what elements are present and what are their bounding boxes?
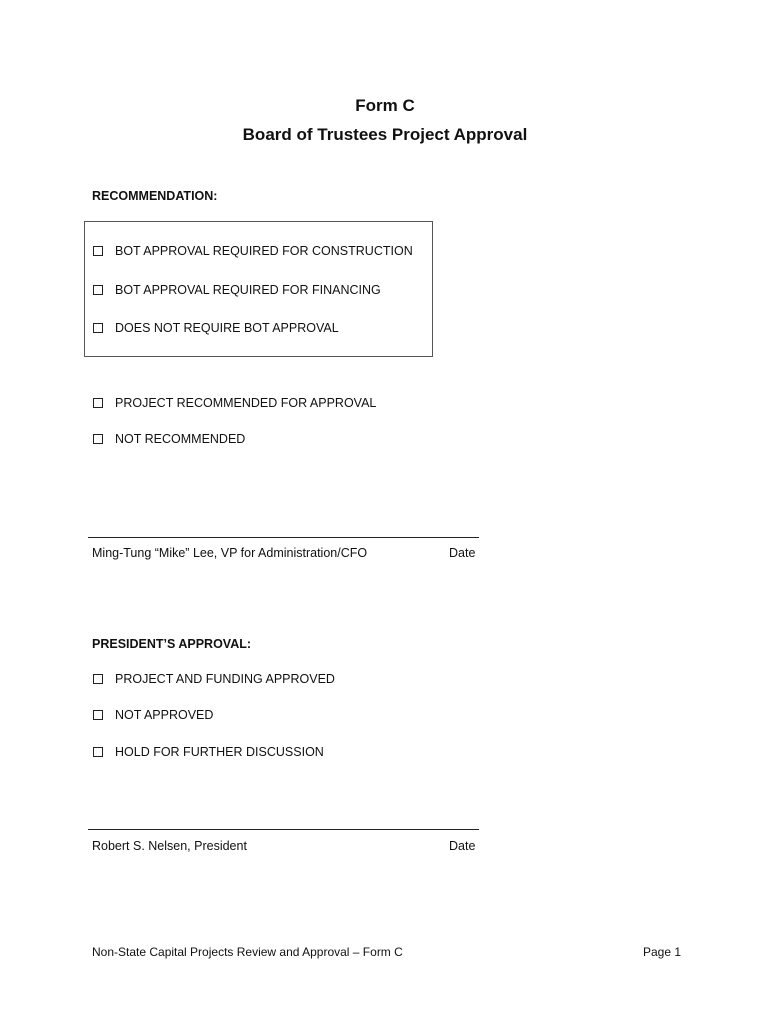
footer-document-title: Non-State Capital Projects Review and Approval – Form C [92, 945, 403, 959]
president-date-label: Date [449, 839, 476, 853]
president-heading: PRESIDENT’S APPROVAL: [92, 637, 252, 651]
president-signature-line[interactable] [88, 829, 479, 830]
option-label: PROJECT RECOMMENDED FOR APPROVAL [115, 396, 377, 410]
footer-page-number: Page 1 [643, 945, 682, 959]
president-signer-name: Robert S. Nelsen, President [92, 839, 247, 853]
option-label: PROJECT AND FUNDING APPROVED [115, 672, 335, 686]
option-label: NOT APPROVED [115, 708, 214, 722]
checkbox-icon[interactable] [93, 398, 103, 408]
checkbox-icon[interactable] [93, 747, 103, 757]
checkbox-icon[interactable] [93, 323, 103, 333]
cfo-signature-line[interactable] [88, 537, 479, 538]
page-title: Board of Trustees Project Approval [242, 125, 528, 144]
checkbox-project-funding-approved[interactable] [93, 672, 335, 686]
checkbox-icon[interactable] [93, 246, 103, 256]
checkbox-hold-discussion[interactable] [93, 745, 324, 759]
checkbox-icon[interactable] [93, 434, 103, 444]
checkbox-not-approved[interactable] [93, 708, 213, 722]
option-label: BOT APPROVAL REQUIRED FOR CONSTRUCTION [115, 244, 413, 258]
checkbox-not-recommended[interactable] [93, 432, 245, 446]
checkbox-icon[interactable] [93, 285, 103, 295]
cfo-date-label: Date [449, 546, 476, 560]
recommendation-heading: RECOMMENDATION: [92, 189, 218, 203]
cfo-signer-name: Ming-Tung “Mike” Lee, VP for Administration/CFO [92, 546, 368, 560]
option-label: HOLD FOR FURTHER DISCUSSION [115, 745, 324, 759]
option-label: DOES NOT REQUIRE BOT APPROVAL [115, 321, 339, 335]
option-label: NOT RECOMMENDED [115, 432, 246, 446]
checkbox-no-bot-approval[interactable] [93, 321, 339, 335]
checkbox-project-recommended[interactable] [93, 396, 376, 410]
checkbox-bot-construction[interactable] [93, 244, 413, 258]
checkbox-icon[interactable] [93, 710, 103, 720]
checkbox-icon[interactable] [93, 674, 103, 684]
form-label: Form C [355, 96, 415, 115]
option-label: BOT APPROVAL REQUIRED FOR FINANCING [115, 283, 381, 297]
checkbox-bot-financing[interactable] [93, 283, 381, 297]
